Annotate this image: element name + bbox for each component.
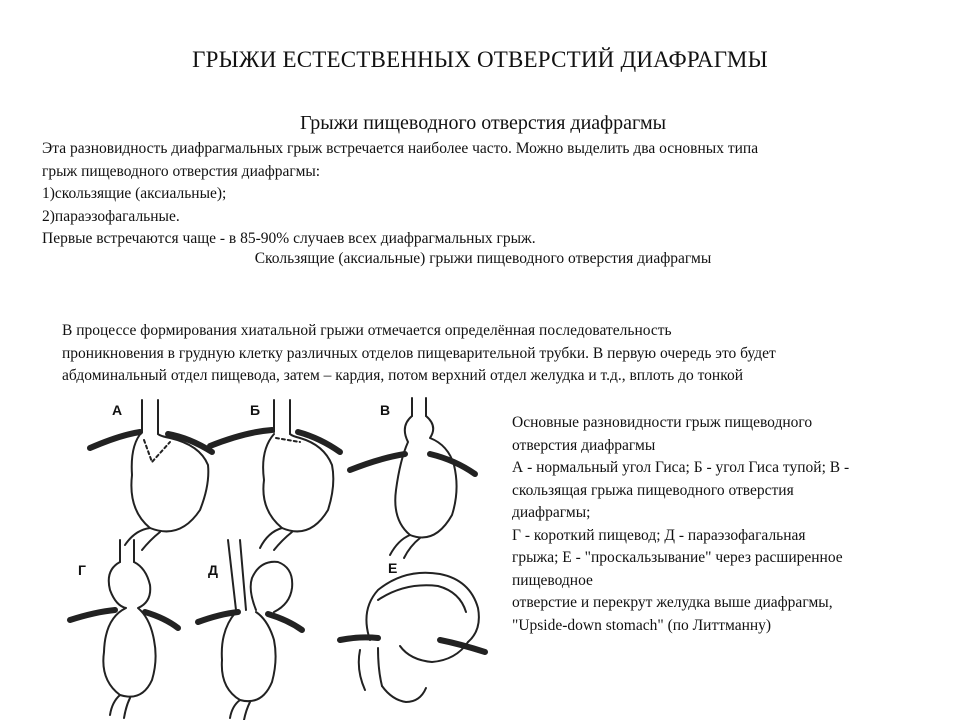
caption-line: "Upside-down stomach" (по Литтманну) <box>512 616 772 634</box>
caption-line: Основные разновидности грыж пищеводного <box>512 414 813 431</box>
hernia-illustration-svg <box>60 390 500 720</box>
intro-line: 2)параэзофагальные. <box>42 207 180 225</box>
panel-label-d: Д <box>208 562 218 578</box>
intro-line: Первые встречаются чаще - в 85-90% случаев всех диафрагмальных грыж. <box>42 230 536 247</box>
panel-label-b: Б <box>250 402 261 418</box>
subheading: Скользящие (аксиальные) грыжи пищеводного отверстия диафрагмы <box>254 250 712 267</box>
paragraph <box>62 320 942 388</box>
intro-line: Эта разновидность диафрагмальных грыж встречается наиболее часто. Можно выделить два основных типа <box>42 140 759 157</box>
paragraph-line: проникновения в грудную клетку различных отделов пищеварительной трубки. В первую очередь это будет <box>62 344 776 362</box>
panel-label-g: Г <box>78 562 86 578</box>
section-heading: Грыжи пищеводного отверстия диафрагмы <box>299 112 667 134</box>
caption-line: А - нормальный угол Гиса; Б - угол Гиса тупой; В - <box>512 459 850 476</box>
page-title: ГРЫЖИ ЕСТЕСТВЕННЫХ ОТВЕРСТИЙ ДИАФРАГМЫ <box>192 47 768 72</box>
caption-line: пищеводное <box>512 571 593 589</box>
panel-label-e: Е <box>388 560 398 576</box>
caption-line: отверстие и перекрут желудка выше диафрагмы, <box>512 594 833 611</box>
caption-line: диафрагмы; <box>512 504 591 521</box>
caption-line: Г - короткий пищевод; Д - параэзофагальная <box>512 526 806 544</box>
panel-label-a: А <box>112 402 123 418</box>
intro-line: грыж пищеводного отверстия диафрагмы: <box>42 162 321 180</box>
caption-line: скользящая грыжа пищеводного отверстия <box>512 481 794 499</box>
hernia-illustration <box>60 390 500 720</box>
panel-e-drawing <box>340 573 485 702</box>
intro-text <box>42 138 922 251</box>
figure-caption <box>512 412 932 637</box>
panel-a-drawing <box>90 400 212 550</box>
caption-line: отверстия диафрагмы <box>512 436 656 454</box>
panel-b-drawing <box>210 400 340 550</box>
panel-v-drawing <box>350 398 475 558</box>
caption-line: грыжа; Е - "проскальзывание" через расширенное <box>512 549 843 566</box>
paragraph-line: абдоминальный отдел пищевода, затем – кардия, потом верхний отдел желудка и т.д., вплоть до тонкой <box>62 367 744 384</box>
panel-label-v: В <box>380 402 391 418</box>
paragraph-line: В процессе формирования хиатальной грыжи отмечается определённая последовательность <box>62 322 672 339</box>
panel-g-drawing <box>70 540 178 718</box>
intro-line: 1)скользящие (аксиальные); <box>42 185 227 202</box>
